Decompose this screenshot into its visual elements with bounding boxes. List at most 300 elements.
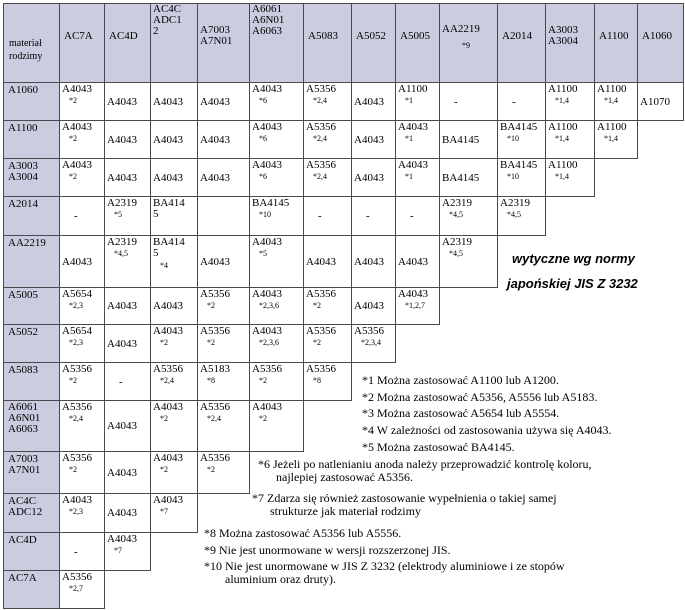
cell-note: *2 (69, 172, 77, 181)
column-header-a1060 (637, 3, 684, 83)
cell-value: BA4145 (500, 121, 538, 133)
row-header-label: AC4C ADC12 (8, 495, 43, 518)
table-cell (351, 235, 396, 288)
row-header-label: AA2219 (8, 237, 46, 249)
row-header-aa2219 (3, 235, 60, 288)
column-header-a7003 (197, 3, 250, 83)
column-header-a1100 (594, 3, 638, 83)
cell-note: *2,3 (69, 301, 83, 310)
row-header-a2014 (3, 196, 60, 236)
table-cell (104, 324, 151, 363)
cell-value: A4043 (153, 494, 183, 506)
cell-note: *4,5 (507, 210, 521, 219)
cell-value: A5356 (200, 401, 230, 413)
cell-value: A1100 (548, 159, 578, 171)
table-cell (303, 82, 352, 121)
corner-header-label: materiał rodzimy (9, 38, 43, 62)
table-cell (303, 158, 352, 197)
table-cell (249, 362, 304, 401)
table-cell (439, 158, 498, 197)
cell-value: A5654 (62, 288, 92, 300)
standard-caption-line1: wytyczne wg normy (512, 251, 635, 266)
cell-note: *5 (114, 210, 122, 219)
table-cell (59, 570, 105, 609)
table-cell (439, 82, 498, 121)
table-cell (59, 235, 105, 288)
cell-value: - (512, 96, 516, 108)
cell-value: A4043 (200, 134, 230, 146)
cell-note: *2,4 (160, 376, 174, 385)
column-header-ac7a (59, 3, 105, 83)
table-cell (59, 451, 105, 494)
table-cell (150, 362, 198, 401)
footnote-2: *2 Można zastosować A5356, A5556 lub A5183. (362, 390, 598, 404)
table-cell (249, 400, 304, 452)
cell-value: BA4145 (252, 197, 290, 209)
cell-value: A4043 (153, 134, 183, 146)
column-header-label: A3003 A3004 (548, 24, 578, 47)
cell-value: A4043 (107, 300, 137, 312)
cell-value: A4043 (354, 300, 384, 312)
column-header-label: A6061 A6N01 A6063 (252, 3, 285, 37)
table-cell (104, 400, 151, 452)
cell-value: A4043 (200, 96, 230, 108)
cell-note: *10 (259, 210, 271, 219)
cell-value: A5356 (306, 159, 336, 171)
cell-value: BA4145 (442, 172, 480, 184)
row-header-label: A2014 (8, 198, 38, 210)
cell-value: A4043 (252, 83, 282, 95)
corner-header-cell (3, 3, 60, 83)
column-header-label: A5005 (400, 30, 430, 42)
row-header-a3003 (3, 158, 60, 197)
row-header-label: AC4D (8, 534, 37, 546)
cell-value: A5356 (200, 325, 230, 337)
cell-note: *2,4 (313, 134, 327, 143)
cell-value: A4043 (153, 452, 183, 464)
cell-value: A4043 (252, 236, 282, 248)
cell-note: *2,4 (207, 414, 221, 423)
cell-value: - (410, 210, 414, 222)
cell-note: *2,4 (313, 172, 327, 181)
cell-note: *1 (405, 96, 413, 105)
cell-note: *1,4 (604, 134, 618, 143)
cell-note: *4 (160, 261, 168, 270)
table-cell (104, 196, 151, 236)
table-cell (59, 196, 105, 236)
footnote-6: *6 Jeżeli po natlenianiu anoda należy przeprowadzić kontrolę koloru, najlepiej zastosować A5356. (258, 457, 592, 484)
column-header-note: *9 (462, 41, 470, 50)
cell-value: A4043 (252, 159, 282, 171)
cell-value: A5356 (62, 452, 92, 464)
row-header-label: A5083 (8, 364, 38, 376)
cell-value: A5356 (200, 452, 230, 464)
cell-value: A5356 (200, 288, 230, 300)
footnote-9: *9 Nie jest unormowane w wersji rozszerzonej JIS. (204, 543, 451, 557)
cell-note: *2,3,6 (259, 338, 279, 347)
cell-value: A4043 (306, 256, 336, 268)
cell-value: - (119, 376, 123, 388)
table-cell (497, 120, 546, 159)
cell-value: BA4145 (442, 134, 480, 146)
cell-note: *2,3 (69, 507, 83, 516)
table-cell (303, 235, 352, 288)
footnote-3: *3 Można zastosować A5654 lub A5554. (362, 406, 560, 420)
cell-note: *2 (259, 414, 267, 423)
cell-value: A5356 (306, 325, 336, 337)
row-header-a1060 (3, 82, 60, 121)
column-header-label: AA2219 (442, 23, 480, 35)
cell-value: A4043 (252, 325, 282, 337)
table-cell (59, 158, 105, 197)
cell-value: A4043 (354, 134, 384, 146)
table-cell (150, 82, 198, 121)
cell-note: *2,7 (69, 584, 83, 593)
table-cell (197, 196, 250, 236)
cell-value: BA414 5 (153, 197, 185, 220)
row-header-a7003 (3, 451, 60, 494)
table-cell (249, 196, 304, 236)
column-header-ac4c (150, 3, 198, 83)
cell-value: A4043 (153, 401, 183, 413)
cell-value: - (318, 210, 322, 222)
table-cell (351, 120, 396, 159)
row-header-label: A1100 (8, 122, 38, 134)
table-cell (395, 120, 440, 159)
table-cell (197, 451, 250, 494)
cell-value: A4043 (153, 96, 183, 108)
cell-value: A4043 (107, 134, 137, 146)
cell-note: *4,5 (449, 210, 463, 219)
table-cell (303, 362, 352, 401)
cell-note: *1 (405, 172, 413, 181)
cell-note: *1,2,7 (405, 301, 425, 310)
row-header-label: A5052 (8, 326, 38, 338)
cell-value: A1100 (597, 121, 627, 133)
column-header-a2014 (497, 3, 546, 83)
row-header-a5005 (3, 287, 60, 325)
cell-note: *2 (160, 338, 168, 347)
table-cell (249, 82, 304, 121)
cell-value: A5356 (306, 83, 336, 95)
table-cell (303, 287, 352, 325)
table-cell (351, 82, 396, 121)
cell-value: A4043 (200, 256, 230, 268)
cell-value: A5356 (252, 363, 282, 375)
cell-value: A5183 (200, 363, 230, 375)
table-cell (497, 196, 546, 236)
table-cell (545, 120, 595, 159)
cell-note: *1,4 (555, 134, 569, 143)
table-cell (104, 235, 151, 288)
column-header-a5083 (303, 3, 352, 83)
cell-note: *1,4 (555, 172, 569, 181)
table-cell (439, 235, 498, 288)
cell-value: A4043 (62, 121, 92, 133)
cell-value: A4043 (153, 325, 183, 337)
cell-value: A2319 (107, 197, 137, 209)
table-cell (104, 451, 151, 494)
cell-value: A1100 (548, 121, 578, 133)
standard-caption-line2: japońskiej JIS Z 3232 (507, 276, 638, 291)
cell-value: A5356 (306, 288, 336, 300)
cell-value: A4043 (398, 159, 428, 171)
table-cell (197, 235, 250, 288)
cell-value: A4043 (107, 533, 137, 545)
column-header-a5052 (351, 3, 396, 83)
cell-note: *5 (259, 249, 267, 258)
row-header-a5083 (3, 362, 60, 401)
cell-value: A4043 (252, 121, 282, 133)
cell-value: A5356 (153, 363, 183, 375)
cell-note: *6 (259, 96, 267, 105)
cell-value: A2319 (442, 197, 472, 209)
column-header-label: A1060 (642, 30, 672, 42)
row-header-a6061 (3, 400, 60, 452)
cell-note: *2 (207, 301, 215, 310)
table-cell (59, 82, 105, 121)
cell-value: A4043 (62, 256, 92, 268)
cell-value: - (74, 546, 78, 558)
table-cell (249, 158, 304, 197)
cell-note: *2,3,6 (259, 301, 279, 310)
cell-value: A2319 (442, 236, 472, 248)
cell-value: A5356 (354, 325, 384, 337)
cell-value: A4043 (200, 172, 230, 184)
table-cell (395, 235, 440, 288)
table-cell (197, 287, 250, 325)
footnote-4: *4 W zależności od zastosowania używa się A4043. (362, 423, 612, 437)
row-header-label: A7003 A7N01 (8, 453, 41, 476)
cell-value: A4043 (398, 256, 428, 268)
column-header-ac4d (104, 3, 151, 83)
cell-note: *10 (507, 134, 519, 143)
column-header-label: AC4D (109, 30, 138, 42)
cell-value: A1100 (398, 83, 428, 95)
table-cell (439, 120, 498, 159)
cell-value: A4043 (107, 172, 137, 184)
row-header-ac4d (3, 532, 60, 571)
table-cell (59, 120, 105, 159)
cell-note: *2 (69, 134, 77, 143)
column-header-label: AC7A (64, 30, 93, 42)
cell-note: *6 (259, 172, 267, 181)
table-cell (303, 196, 352, 236)
footnote-5: *5 Można zastosować BA4145. (362, 440, 515, 454)
row-header-ac7a (3, 570, 60, 609)
row-header-label: A3003 A3004 (8, 160, 38, 183)
cell-note: *2 (207, 338, 215, 347)
row-header-ac4c (3, 493, 60, 533)
table-cell (497, 82, 546, 121)
cell-note: *4,5 (114, 249, 128, 258)
table-cell (249, 287, 304, 325)
cell-note: *2 (207, 465, 215, 474)
cell-note: *2,4 (69, 414, 83, 423)
table-cell (351, 196, 396, 236)
cell-value: A4043 (354, 256, 384, 268)
table-cell (104, 532, 151, 571)
table-cell (395, 196, 440, 236)
table-cell (351, 324, 396, 363)
table-cell (59, 493, 105, 533)
cell-value: BA4145 (500, 159, 538, 171)
row-header-label: A5005 (8, 289, 38, 301)
cell-value: BA414 5 (153, 236, 185, 259)
table-cell (59, 400, 105, 452)
cell-value: A4043 (62, 494, 92, 506)
table-cell (351, 287, 396, 325)
row-header-label: A6061 A6N01 A6063 (8, 401, 41, 435)
table-cell (249, 120, 304, 159)
cell-note: *2,3 (69, 338, 83, 347)
table-cell (594, 82, 638, 121)
cell-note: *2 (313, 338, 321, 347)
table-cell (59, 324, 105, 363)
table-cell (150, 451, 198, 494)
cell-note: *4,5 (449, 249, 463, 258)
cell-note: *2,4 (313, 96, 327, 105)
cell-note: *2 (313, 301, 321, 310)
table-cell (150, 287, 198, 325)
table-cell (249, 324, 304, 363)
table-cell (104, 158, 151, 197)
cell-note: *7 (114, 546, 122, 555)
cell-note: *2 (69, 96, 77, 105)
row-header-label: AC7A (8, 572, 37, 584)
table-cell (150, 493, 198, 533)
cell-value: A4043 (107, 420, 137, 432)
cell-value: - (454, 96, 458, 108)
table-cell (104, 362, 151, 401)
table-cell (150, 120, 198, 159)
cell-value: A4043 (62, 159, 92, 171)
cell-value: - (74, 210, 78, 222)
cell-value: A5356 (306, 363, 336, 375)
table-cell (197, 158, 250, 197)
table-cell (197, 400, 250, 452)
table-cell (59, 532, 105, 571)
cell-note: *7 (160, 507, 168, 516)
table-cell (439, 196, 498, 236)
table-cell (104, 120, 151, 159)
table-cell (59, 362, 105, 401)
cell-note: *2 (160, 465, 168, 474)
footnote-10: *10 Nie jest unormowane w JIS Z 3232 (elektrody aluminiowe i ze stopów aluminium oraz druty). (204, 559, 565, 586)
table-cell (197, 362, 250, 401)
table-cell (197, 120, 250, 159)
cell-note: *10 (507, 172, 519, 181)
table-cell (303, 120, 352, 159)
row-header-a5052 (3, 324, 60, 363)
cell-note: *1,4 (555, 96, 569, 105)
table-cell (150, 235, 198, 288)
table-cell (150, 196, 198, 236)
column-header-a5005 (395, 3, 440, 83)
table-cell (197, 82, 250, 121)
cell-value: A4043 (398, 288, 428, 300)
row-header-a1100 (3, 120, 60, 159)
cell-value: A1100 (597, 83, 627, 95)
table-cell (59, 287, 105, 325)
cell-value: A5654 (62, 325, 92, 337)
table-cell (249, 235, 304, 288)
table-cell (637, 82, 684, 121)
table-cell (104, 493, 151, 533)
cell-value: A4043 (153, 172, 183, 184)
cell-value: A1100 (548, 83, 578, 95)
cell-note: *2 (259, 376, 267, 385)
cell-value: A4043 (252, 288, 282, 300)
table-cell (150, 158, 198, 197)
cell-note: *2 (69, 465, 77, 474)
cell-value: A4043 (252, 401, 282, 413)
column-header-a6061 (249, 3, 304, 83)
column-header-label: A5052 (356, 30, 386, 42)
cell-value: A5356 (306, 121, 336, 133)
footnote-8: *8 Można zastosować A5356 lub A5556. (204, 526, 402, 540)
table-cell (497, 158, 546, 197)
cell-value: A4043 (107, 96, 137, 108)
table-cell (303, 324, 352, 363)
column-header-label: A7003 A7N01 (200, 24, 233, 47)
cell-note: *8 (313, 376, 321, 385)
table-cell (545, 158, 595, 197)
cell-note: *2,3,4 (361, 338, 381, 347)
cell-value: A4043 (107, 507, 137, 519)
table-cell (395, 287, 440, 325)
table-cell (104, 287, 151, 325)
cell-note: *2 (160, 414, 168, 423)
column-header-label: A5083 (308, 30, 338, 42)
cell-value: A5356 (62, 363, 92, 375)
cell-value: A4043 (398, 121, 428, 133)
footnote-1: *1 Można zastosować A1100 lub A1200. (362, 373, 559, 387)
cell-value: A4043 (354, 172, 384, 184)
cell-note: *6 (259, 134, 267, 143)
table-cell (197, 324, 250, 363)
row-header-label: A1060 (8, 84, 38, 96)
cell-value: A4043 (354, 96, 384, 108)
column-header-label: A1100 (599, 30, 629, 42)
table-cell (395, 82, 440, 121)
cell-note: *1 (405, 134, 413, 143)
cell-note: *2 (69, 376, 77, 385)
cell-value: A2319 (500, 197, 530, 209)
cell-note: *8 (207, 376, 215, 385)
table-cell (150, 324, 198, 363)
column-header-label: A2014 (502, 30, 532, 42)
cell-value: A4043 (153, 300, 183, 312)
table-cell (395, 158, 440, 197)
cell-note: *1,4 (604, 96, 618, 105)
table-cell (351, 158, 396, 197)
cell-value: A2319 (107, 236, 137, 248)
table-cell (594, 120, 638, 159)
footnote-7: *7 Zdarza się również zastosowanie wypełnienia o takiej samej strukturze jak materiał rodzimy (252, 491, 557, 518)
cell-value: A4043 (107, 467, 137, 479)
cell-value: A4043 (62, 83, 92, 95)
column-header-aa2219 (439, 3, 498, 83)
cell-value: A5356 (62, 571, 92, 583)
cell-value: - (366, 210, 370, 222)
cell-value: A1070 (640, 96, 670, 108)
cell-value: A4043 (107, 338, 137, 350)
column-header-a3003 (545, 3, 595, 83)
table-cell (545, 82, 595, 121)
column-header-label: AC4C ADC1 2 (153, 3, 182, 37)
table-cell (104, 82, 151, 121)
